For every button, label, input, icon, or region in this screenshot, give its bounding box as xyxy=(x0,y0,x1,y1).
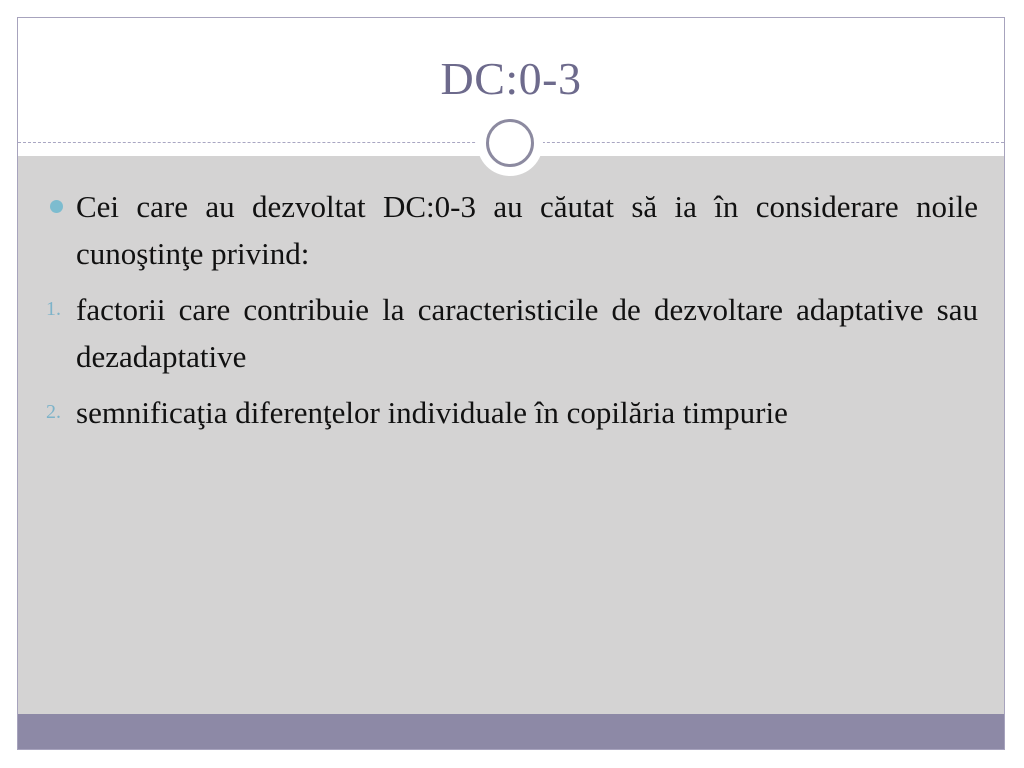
numbered-item xyxy=(46,286,978,380)
slide-body xyxy=(46,183,978,445)
bullet-dot-icon xyxy=(50,200,63,213)
item-text: semnificaţia diferenţelor individuale în copilăria timpurie xyxy=(76,395,788,430)
divider-ornament-ring xyxy=(486,119,534,167)
slide xyxy=(17,17,1005,750)
item-text: factorii care contribuie la caracteristicile de dezvoltare adaptative sau dezadaptative xyxy=(76,292,978,374)
item-number: 2. xyxy=(46,401,61,423)
item-number: 1. xyxy=(46,298,61,320)
bullet-text: Cei care au dezvoltat DC:0-3 au căutat să ia în considerare noile cunoştinţe privind: xyxy=(76,189,978,271)
numbered-item xyxy=(46,389,978,436)
slide-title: DC:0-3 xyxy=(440,53,582,104)
footer-bar xyxy=(18,714,1004,749)
bullet-item xyxy=(46,183,978,277)
